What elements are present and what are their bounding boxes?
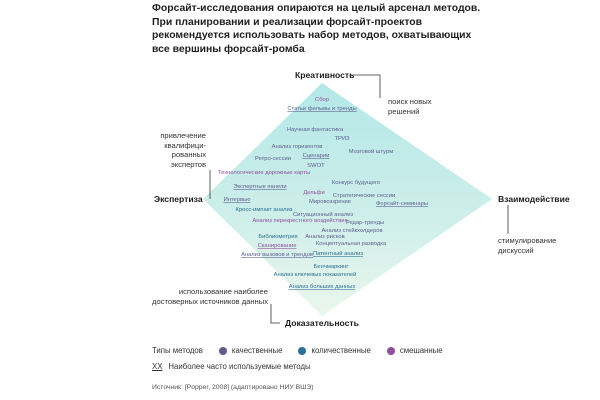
legend-dot-qualitative <box>219 347 227 355</box>
method-label: Мировоззрение <box>308 199 352 205</box>
method-label: Форсайт-семинары <box>376 201 428 207</box>
legend <box>152 346 443 355</box>
legend-quantitative: количественные <box>311 346 371 355</box>
method-label: Интервью <box>223 197 251 203</box>
method-label: Анализ вызовов и трендов <box>240 252 314 258</box>
method-label: Мозговой штурм <box>348 149 394 155</box>
vertex-bottom-label: Доказательность <box>285 318 359 328</box>
method-label: Научная фантастика <box>286 127 344 133</box>
method-label: Анализ рисков <box>305 234 345 240</box>
legend-title: Типы методов <box>152 346 203 355</box>
method-label: Дельфи <box>303 190 325 196</box>
method-label: Анализ стейкхолдеров <box>321 228 383 234</box>
method-label: Ретро-сессии <box>254 156 292 162</box>
legend-dot-quantitative <box>298 347 306 355</box>
method-label: Концептуальная разводка <box>315 241 387 247</box>
method-label: Анализ горизонтов <box>271 144 323 150</box>
source-note: Источник: [Popper, 2008] (адаптировано НИУ ВШЭ) <box>152 384 314 391</box>
method-label: ТРИЗ <box>334 136 350 142</box>
method-label: Сканирование <box>257 243 297 249</box>
method-label: Библиометрия <box>258 234 298 240</box>
legend-qualitative: качественные <box>231 346 283 355</box>
vertex-top-label: Креативность <box>295 70 355 80</box>
method-label: Анализ перекрестного воздействия <box>252 218 348 224</box>
legend-dot-mixed <box>387 347 395 355</box>
legend-frequent <box>152 362 311 371</box>
method-label: Стратегические сессии <box>332 193 396 199</box>
note-creativity: поиск новых решений <box>388 97 432 116</box>
vertex-right-label: Взаимодействие <box>498 194 570 204</box>
method-label: Ситуационный анализ <box>292 212 354 218</box>
method-label: Патентный анализ <box>312 251 364 257</box>
method-label: Экспертные панели <box>233 184 287 190</box>
note-expertise: привлечение квалифици-рованных экспертов <box>160 131 206 169</box>
method-label: Технологические дорожные карты <box>217 170 311 176</box>
method-label: Сбор <box>315 97 329 103</box>
legend-frequent-text: Наиболее часто используемые методы <box>168 362 311 371</box>
method-label: Бенчмаркинг <box>313 264 349 270</box>
method-label: Конкурс будущего <box>331 180 381 186</box>
legend-frequent-marker: XX <box>152 362 163 371</box>
legend-mixed: смешанные <box>399 346 443 355</box>
method-label: Анализ ключевых показателей <box>273 272 357 278</box>
vertex-left-label: Экспертиза <box>154 194 203 204</box>
callout-line-top <box>350 75 380 98</box>
note-evidence: использование наиболее достоверных источников данных <box>152 287 268 306</box>
method-label: Кросс-импакт анализ <box>235 207 293 213</box>
intro-text: Форсайт-исследования опираются на целый арсенал методов. При планировании и реализации форсайт-проектов рекомендуется использовать набор методов, охватывающих все вершины форсайт-ромба <box>152 3 481 55</box>
method-label: Редар-тренды <box>345 220 385 226</box>
method-label: Сценарии <box>302 153 330 159</box>
method-label: SWOT <box>307 163 325 169</box>
note-interaction: стимулирование дискуссий <box>498 236 557 255</box>
method-label: Анализ больших данных <box>288 284 356 290</box>
method-label: Статьи фильмы и тренды <box>287 106 357 112</box>
callout-line-bottom <box>271 304 280 323</box>
